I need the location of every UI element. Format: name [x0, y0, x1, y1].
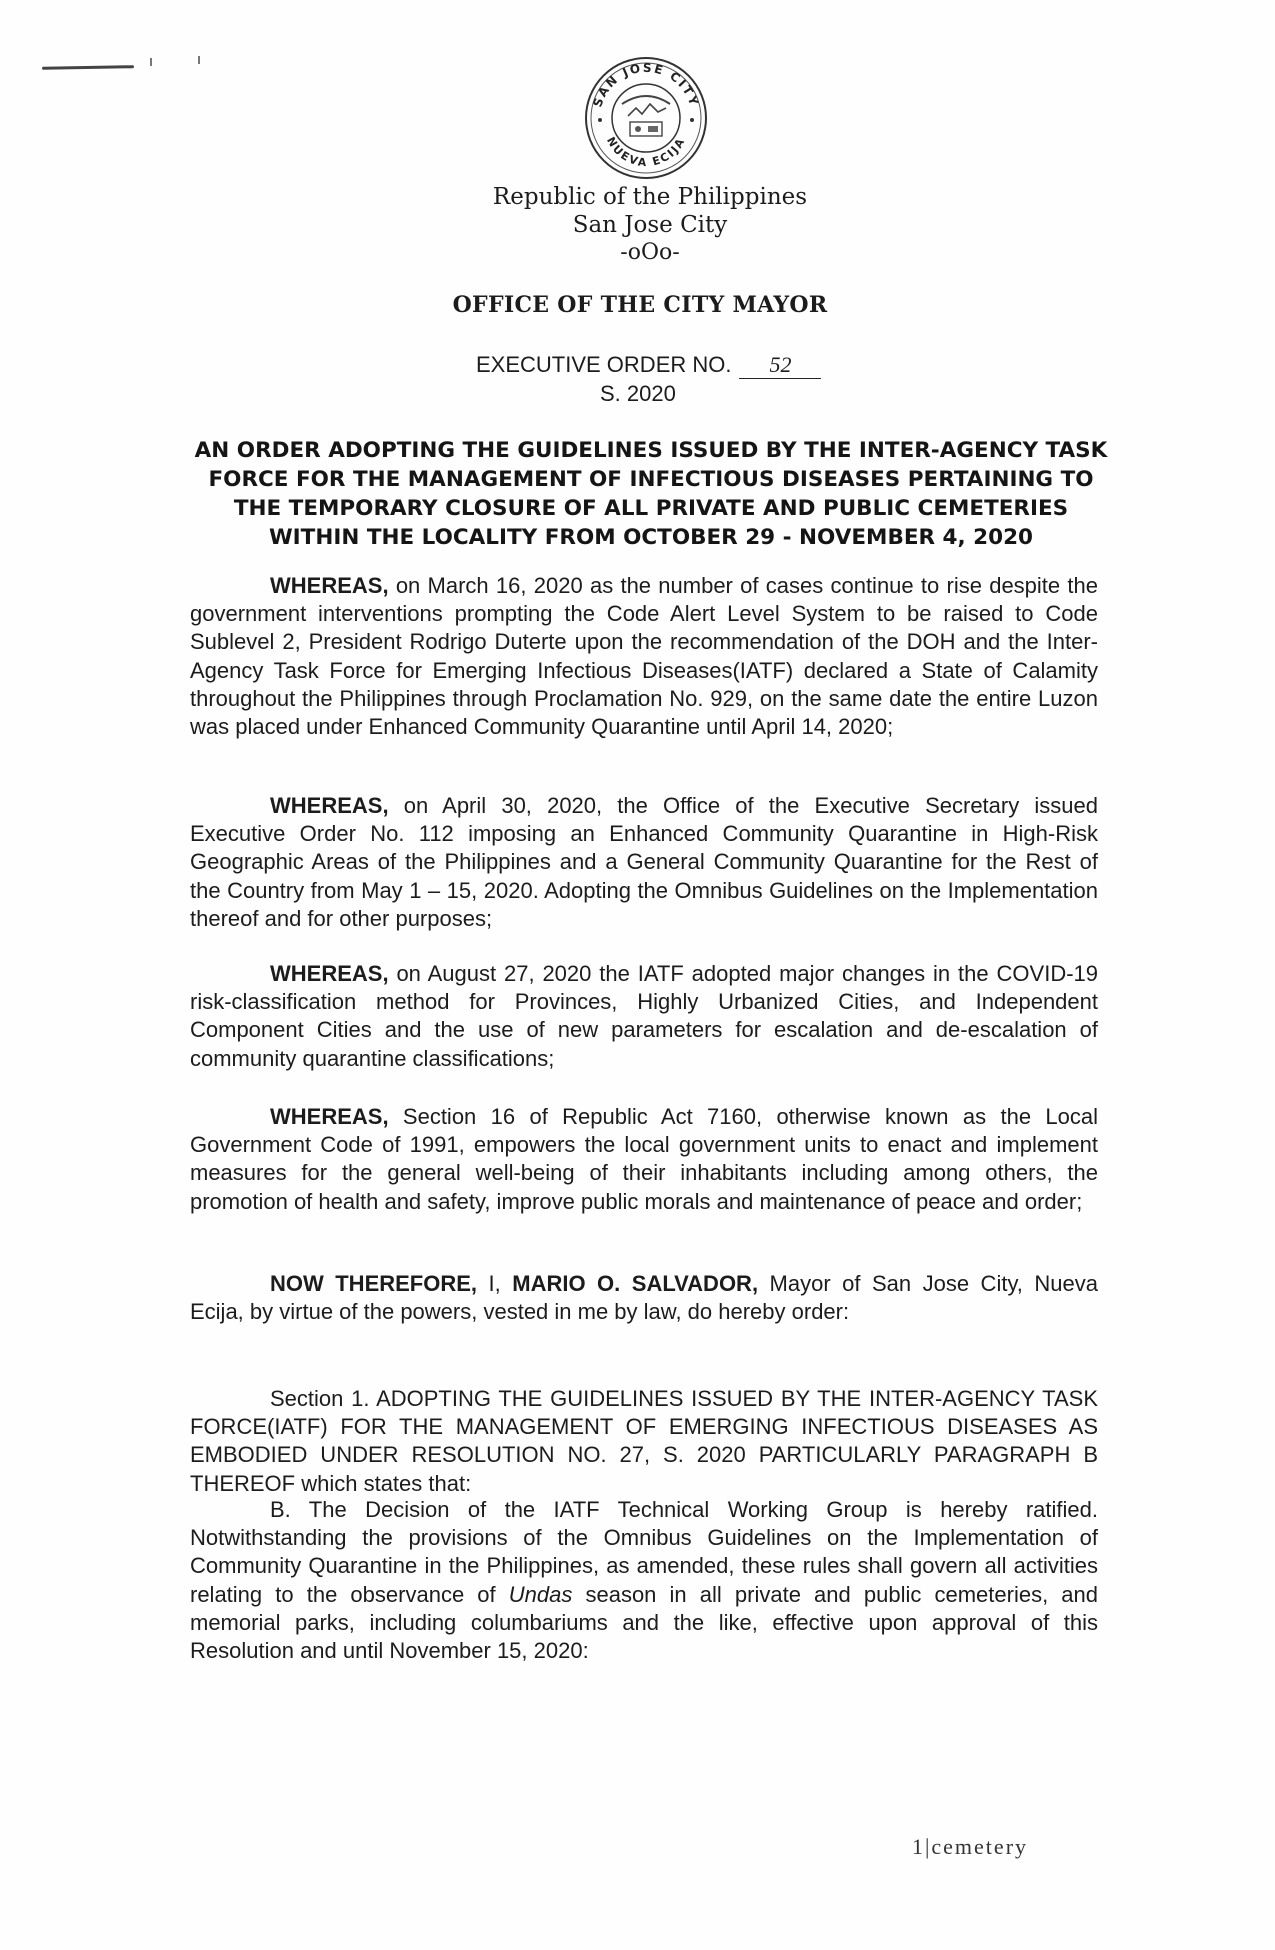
- svg-text:SAN JOSE CITY: [590, 61, 701, 109]
- whereas-paragraph-2: [190, 792, 1098, 933]
- paragraph-text: season in all private and public cemeteries, and memorial parks, including columbariums and the like, effective upon approval of this Resolution and until November 15, 2020:: [190, 1581, 1099, 1664]
- undas-term: Undas: [508, 1581, 573, 1607]
- paragraph-text: on April 30, 2020, the Office of the Executive Secretary issued Executive Order No. 112 imposing an Enhanced Community Quarantine in High-Risk Geographic Areas of the Philippines and a General Community Quarantine for the Rest of the Country from May 1 – 15, 2020. Adopting the Omnibus Guidelines on the Implementation thereof and for other purposes;: [190, 793, 1098, 931]
- republic-heading: Republic of the Philippines: [492, 184, 808, 210]
- whereas-paragraph-1: [190, 572, 1098, 741]
- paragraph-text: on August 27, 2020 the IATF adopted major changes in the COVID-19 risk-classification method for Provinces, Highly Urbanized Cities, and Independent Component Cities and the use of new parameters for escalation and de-escalation of community quarantine classifications;: [190, 961, 1098, 1071]
- now-therefore-paragraph: [190, 1270, 1098, 1326]
- city-heading: San Jose City: [572, 212, 728, 238]
- whereas-lead: WHEREAS,: [270, 793, 389, 818]
- paragraph-text: Section 1. ADOPTING THE GUIDELINES ISSUED BY THE INTER-AGENCY TASK FORCE(IATF) FOR THE MANAGEMENT OF EMERGING INFECTIOUS DISEASES AS EMBODIED UNDER RESOLUTION NO. 27, S. 2020 PARTICULARLY PARAGRAPH B THEREOF which states that:: [190, 1386, 1098, 1496]
- executive-order-number: 52: [739, 352, 821, 379]
- executive-order-label: EXECUTIVE ORDER NO.: [476, 352, 732, 377]
- paragraph-b: [190, 1496, 1098, 1665]
- paragraph-text: B. The Decision of the IATF Technical Working Group is hereby ratified. Notwithstanding the provisions of the Omnibus Guidelines on the Implementation of Community Quarantine in the Philippines, as amended, these rules shall govern all activities relating to the observance of: [190, 1497, 1098, 1607]
- series-year: S. 2020: [600, 381, 676, 406]
- scan-mark: [42, 65, 134, 70]
- section-1-paragraph: [190, 1385, 1098, 1498]
- page-footer: 1|cemetery: [912, 1834, 1029, 1859]
- mayor-name: MARIO O. SALVADOR,: [512, 1271, 759, 1296]
- paragraph-text: Mayor of San Jose City, Nueva Ecija, by virtue of the powers, vested in me by law, do hereby order:: [190, 1271, 1098, 1325]
- whereas-lead: WHEREAS,: [270, 1104, 389, 1129]
- whereas-lead: WHEREAS,: [270, 573, 389, 598]
- office-heading: OFFICE OF THE CITY MAYOR: [452, 292, 828, 318]
- scan-tick: [150, 58, 152, 66]
- seal-text-top: SAN JOSE CITY: [590, 60, 702, 109]
- scan-tick: [198, 56, 200, 64]
- executive-order-line: [476, 352, 821, 379]
- paragraph-text: on March 16, 2020 as the number of cases continue to rise despite the government interventions prompting the Code Alert Level System to be raised to Code Sublevel 2, President Rodrigo Duterte upon the recommendation of the DOH and the Inter-Agency Task Force for Emerging Infectious Diseases(IATF) declared a State of Calamity throughout the Philippines through Proclamation No. 929, on the same date the entire Luzon was placed under Enhanced Community Quarantine until April 14, 2020;: [190, 573, 1098, 740]
- city-seal-icon: [582, 54, 710, 182]
- seal-text-bottom: NUEVA ECIJA: [603, 134, 688, 170]
- order-title: AN ORDER ADOPTING THE GUIDELINES ISSUED BY THE INTER-AGENCY TASK FORCE FOR THE MANAGEMENT OF INFECTIOUS DISEASES PERTAINING TO THE TEMPORARY CLOSURE OF ALL PRIVATE AND PUBLIC CEMETERIES WITHIN THE LOCALITY FROM OCTOBER 29 - NOVEMBER 4, 2020: [194, 438, 1108, 550]
- whereas-lead: WHEREAS,: [270, 961, 389, 986]
- whereas-paragraph-3: [190, 960, 1098, 1073]
- whereas-paragraph-4: [190, 1103, 1098, 1216]
- separator: -oOo-: [620, 240, 680, 265]
- now-therefore-lead: NOW THEREFORE,: [270, 1271, 478, 1296]
- paragraph-text: I,: [477, 1271, 513, 1296]
- paragraph-text: Section 16 of Republic Act 7160, otherwise known as the Local Government Code of 1991, empowers the local government units to enact and implement measures for the general well-being of their inhabitants including among others, the promotion of health and safety, improve public morals and maintenance of peace and order;: [190, 1104, 1098, 1214]
